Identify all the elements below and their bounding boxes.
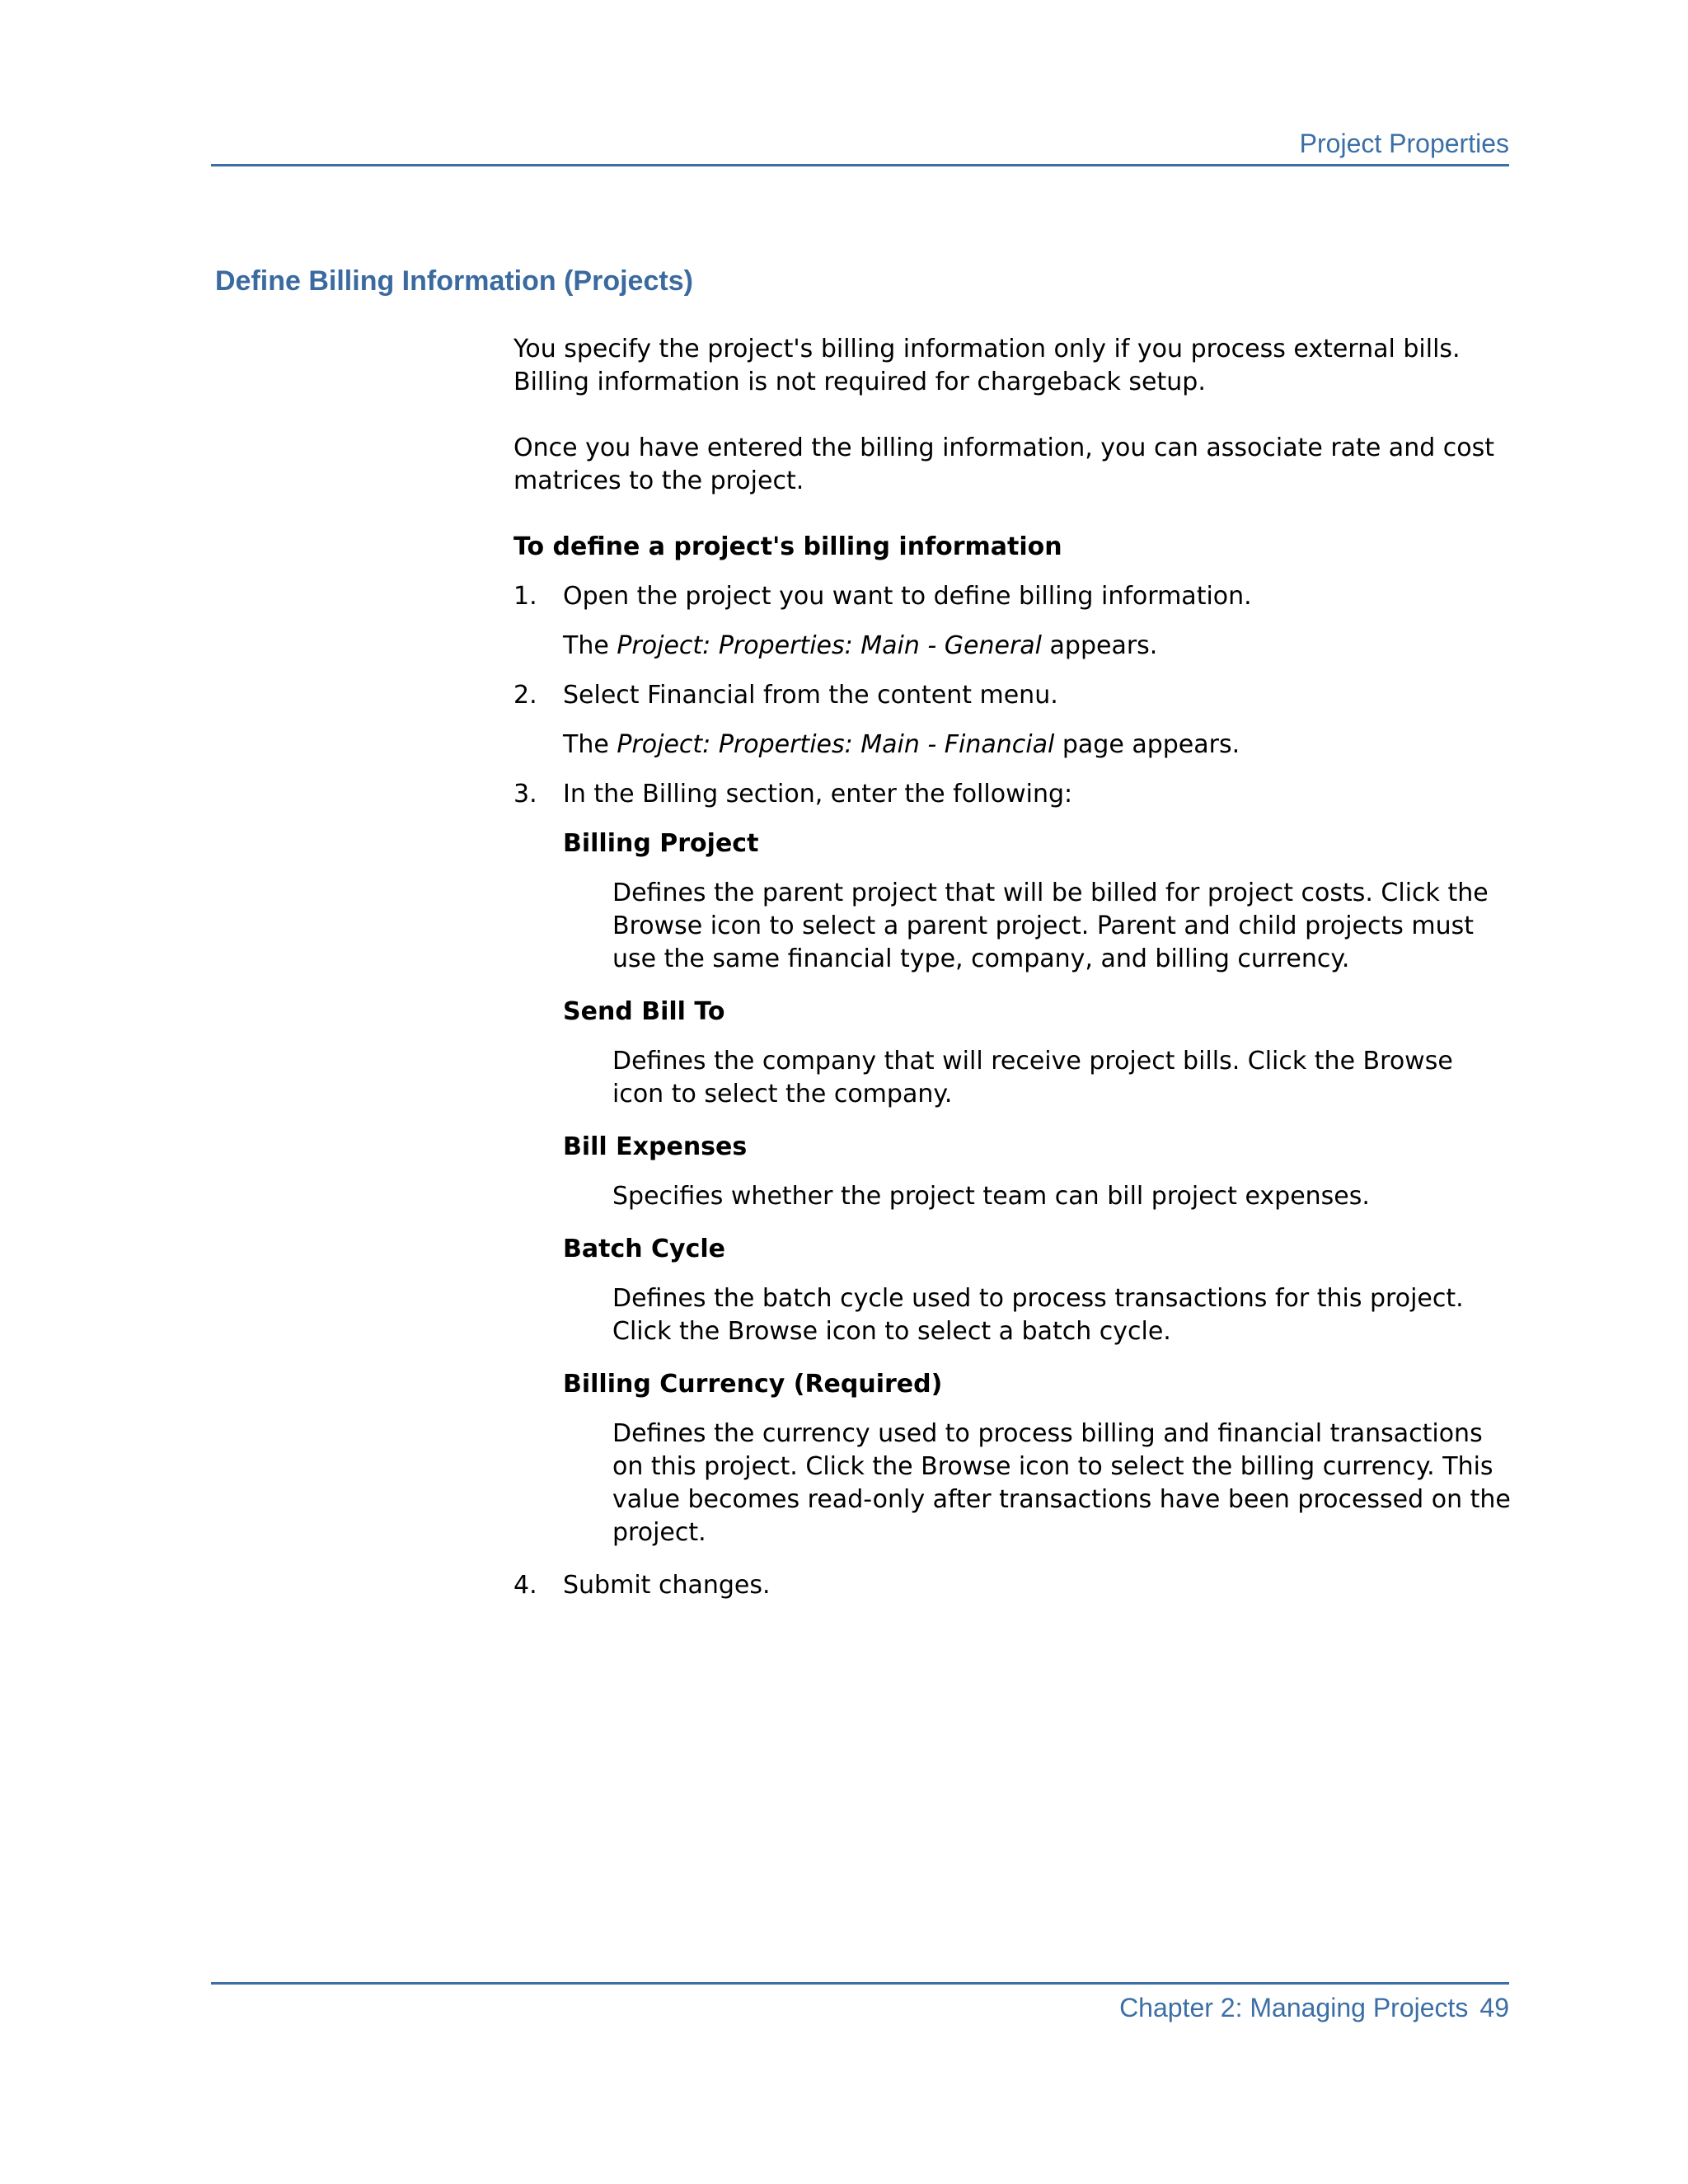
procedure-step	[513, 580, 1511, 613]
field-name: Send Bill To	[563, 997, 725, 1026]
running-header: Project Properties	[1299, 129, 1509, 158]
ui-page-reference: Project: Properties: Main - Financial	[617, 730, 1055, 759]
field-description: Defines the currency used to process billing and financial transactions on this project. Click the Browse icon to select the billing currency. This value becomes read-only after transactions have been processed on the project.	[612, 1419, 1511, 1547]
procedure-step	[513, 1569, 1511, 1602]
field-definition	[563, 1233, 1511, 1348]
step-text: Submit changes.	[563, 1571, 771, 1600]
step-text: Select Financial from the content menu.	[563, 681, 1058, 710]
ui-page-reference: Project: Properties: Main - General	[617, 631, 1042, 660]
intro-paragraph: Once you have entered the billing information, you can associate rate and cost matrices to the project.	[513, 434, 1495, 495]
field-name: Batch Cycle	[563, 1235, 726, 1263]
field-name: Bill Expenses	[563, 1132, 748, 1161]
procedure-step	[513, 679, 1511, 712]
field-name: Billing Project	[563, 829, 759, 858]
procedure-step	[513, 778, 1511, 811]
step-number: 4.	[513, 1571, 537, 1600]
field-description: Defines the batch cycle used to process transactions for this project. Click the Browse icon to select a batch cycle.	[612, 1284, 1464, 1346]
field-definition	[563, 1368, 1511, 1549]
header-rule	[211, 164, 1509, 166]
section-heading: Define Billing Information (Projects)	[215, 265, 693, 297]
step-number: 1.	[513, 582, 537, 611]
intro-paragraph: You specify the project's billing information only if you process external bills. Billing information is not required for chargeback setup.	[513, 335, 1461, 396]
field-description: Defines the company that will receive project bills. Click the Browse icon to select the company.	[612, 1047, 1453, 1108]
footer-rule	[211, 1982, 1509, 1985]
step-number: 2.	[513, 681, 537, 710]
step-number: 3.	[513, 780, 537, 808]
field-definition	[563, 1131, 1511, 1213]
page-number: 49	[1479, 1993, 1509, 2022]
step-text: Open the project you want to define billing information.	[563, 582, 1252, 611]
field-description: Defines the parent project that will be billed for project costs. Click the Browse icon to select a parent project. Parent and child projects must use the same financial type, company, and billing currency.	[612, 879, 1489, 973]
step-result: The Project: Properties: Main - General appears.	[563, 631, 1158, 660]
step-result: The Project: Properties: Main - Financial page appears.	[563, 730, 1240, 759]
field-name: Billing Currency (Required)	[563, 1370, 943, 1399]
step-text: In the Billing section, enter the following:	[563, 780, 1073, 808]
chapter-title: Chapter 2: Managing Projects	[1119, 1993, 1469, 2022]
field-definition	[563, 827, 1511, 976]
field-definition	[563, 996, 1511, 1111]
running-footer	[1119, 1993, 1509, 2023]
body-content	[513, 333, 1511, 1619]
field-description: Specifies whether the project team can bill project expenses.	[612, 1182, 1370, 1211]
procedure-title: To define a project's billing information	[513, 532, 1062, 561]
